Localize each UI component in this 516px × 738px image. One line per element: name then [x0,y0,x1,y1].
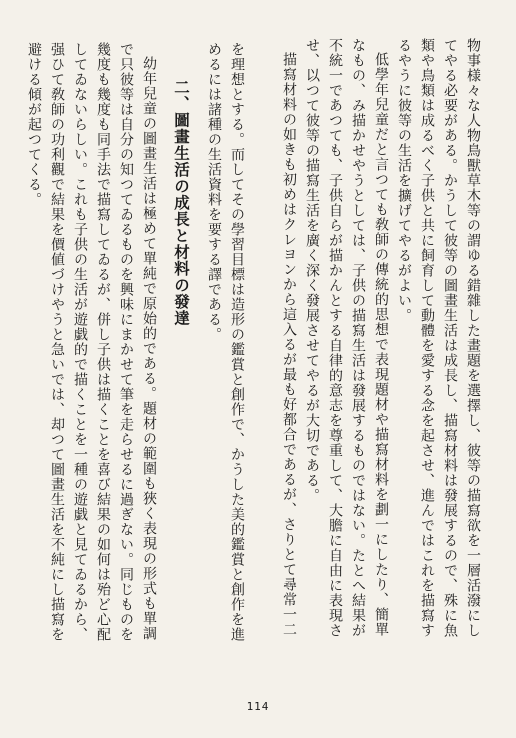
paragraph-3: 描寫材料の如きも初めはクレヨンから這入るが最も好都合であるが、さりとて尋常一二 [281,52,297,637]
section-heading: 二、圖畫生活の成長と材料の發達 [172,79,191,327]
left-column [23,42,248,642]
right-column [274,38,484,638]
paragraph-1: 物事様々な人物鳥獸草木等の謂ゆる錯雜した畫題を選擇し、彼等の描寫欲を一層活潑にしてやる必要がある。かうして彼等の圖畫生活は成長し、描寫材料は發展するので、殊に魚類や鳥類は成るべく子供と共に飼育して動體を愛する念を起させ、進んではこれを描寫するやうに彼等の生活を擴げてやるがよい。 [396,38,481,638]
lead-paragraph: を理想とする。而してその學習目標は造形の鑑賞と創作で、かうした美的鑑賞と創作を進めるには諸種の生活資料を要する譯である。 [206,42,245,642]
page-number: 114 [246,700,270,713]
paragraph-4: 幼年兒童の圖畫生活は極めて單純で原始的である。題材の範圍も狹く表現の形式も單調で只彼等は自分の知つてゐるものを興味にまかせて筆を走らせるに過ぎない。同じものを幾度も幾度も同手法で描寫してゐるが、併し子供は描くことを喜び結果の如何は殆ど心配してゐないらしい。これも子供の生活が遊戯的で描くことを一種の遊戯と見てゐるから、强ひて敎師の功利觀で結果を價値づけやうと急いでは、却つて圖畫生活を不純にし描寫を避ける傾が起つてくる。 [26,42,157,642]
paragraph-2: 低學年兒童だと言つても敎師の傳統的思想で表現題材や描寫材料を劃一にしたり、簡單なもの、み描かせやうとしては、子供の描寫生活は發展するものではない。たとへ結果が不統一であつても、子供自らが描かんとする自律的意志を尊重して、大膽に自由に表現させ、以つて彼等の描寫生活を廣く深く發展させてやるが大切である。 [304,38,389,638]
